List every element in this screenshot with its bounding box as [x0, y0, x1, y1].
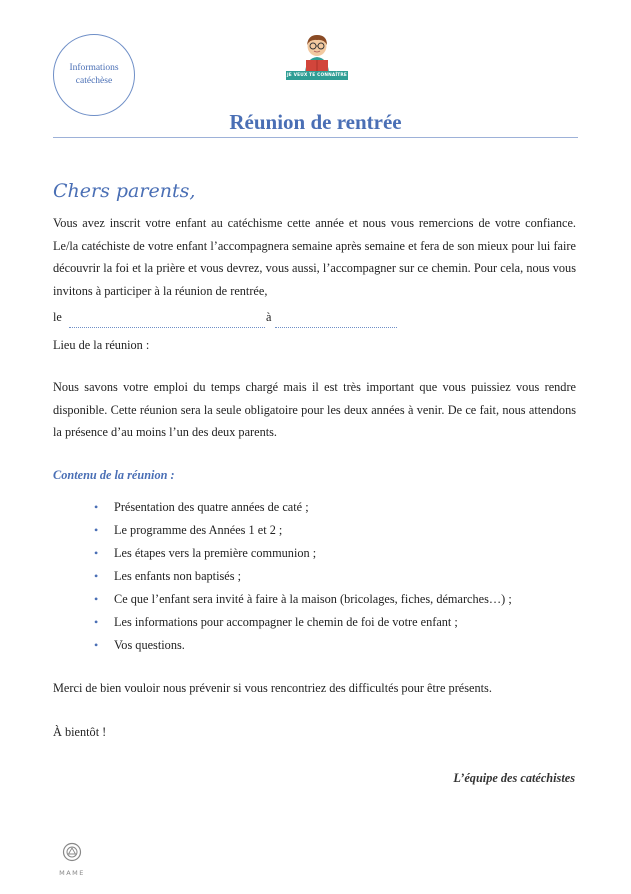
list-item [94, 634, 512, 657]
date-time-fields [53, 310, 576, 332]
availability-paragraph: Nous savons votre emploi du temps chargé mais il est très important que vous puissiez vous rendre disponible. Cette réunion sera la seule obligatoire pour les deux années à venir. De ce fait, nous attendons la présence d’au moins l’un des deux parents. [53, 380, 576, 440]
brand-text: MAME [59, 869, 85, 877]
list-item-text: Vos questions. [114, 638, 185, 652]
page-title: Réunion de rentrée [229, 110, 402, 134]
list-item [94, 588, 512, 611]
child-reading-logo [286, 33, 348, 83]
greeting: Chers parents, [53, 180, 196, 202]
child-reading-icon [286, 33, 348, 73]
bullet-icon: • [94, 569, 99, 583]
lieu-label: Lieu de la réunion : [53, 338, 150, 352]
bullet-icon: • [94, 523, 99, 537]
farewell: À bientôt ! [53, 725, 107, 739]
intro-paragraph: Vous avez inscrit votre enfant au catéchisme cette année et nous vous remercions de votre confiance. Le/la catéchiste de votre enfant l’accompagnera semaine après semaine et fera de son mieux pour lui faire découvrir la foi et la prière et vous devrez, vous aussi, l’accompagner sur ce chemin. Pour cela, nous vous invitons à participer à la réunion de rentrée, [53, 216, 576, 299]
content-list [94, 496, 512, 657]
mame-logo [56, 842, 88, 876]
closing-request: Merci de bien vouloir nous prévenir si vous rencontriez des difficultés pour être présents. [53, 681, 492, 695]
bullet-icon: • [94, 546, 99, 560]
list-item-text: Présentation des quatre années de caté ; [114, 500, 309, 514]
list-item [94, 542, 512, 565]
bullet-icon: • [94, 638, 99, 652]
bullet-icon: • [94, 500, 99, 514]
list-item [94, 496, 512, 519]
list-item-text: Les enfants non baptisés ; [114, 569, 242, 583]
badge-line-2: catéchèse [75, 76, 113, 86]
content-heading: Contenu de la réunion : [53, 468, 175, 482]
info-badge [53, 34, 135, 116]
badge-line-1: Informations [69, 63, 119, 73]
logo-banner: JE VEUX TE CONNAÎTRE [286, 73, 348, 78]
title-divider [53, 137, 578, 138]
signature: L’équipe des catéchistes [453, 771, 575, 785]
list-item-text: Les étapes vers la première communion ; [114, 546, 317, 560]
mame-emblem-icon [62, 842, 82, 862]
bullet-icon: • [94, 615, 99, 629]
list-item-text: Les informations pour accompagner le chemin de foi de votre enfant ; [114, 615, 458, 629]
date-label: le [53, 310, 62, 324]
list-item-text: Le programme des Années 1 et 2 ; [114, 523, 283, 537]
list-item-text: Ce que l’enfant sera invité à faire à la maison (bricolages, fiches, démarches…) ; [114, 592, 512, 606]
bullet-icon: • [94, 592, 99, 606]
list-item [94, 565, 512, 588]
time-label: à [266, 310, 272, 324]
date-blank-line[interactable] [69, 327, 265, 328]
list-item [94, 519, 512, 542]
list-item [94, 611, 512, 634]
time-blank-line[interactable] [275, 327, 397, 328]
